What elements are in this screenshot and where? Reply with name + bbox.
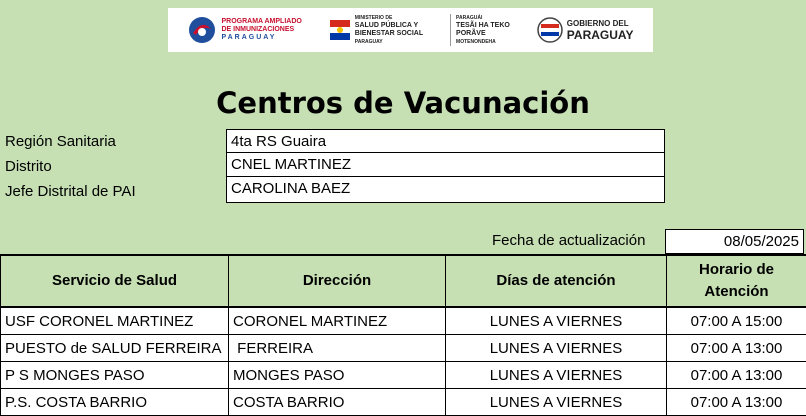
region-value[interactable]: 4ta RS Guaira bbox=[226, 129, 665, 153]
cell-horario[interactable]: 07:00 A 13:00 bbox=[667, 362, 806, 389]
cell-direccion[interactable]: FERREIRA bbox=[229, 335, 446, 362]
header-dias: Días de atención bbox=[446, 255, 667, 307]
pai-logo bbox=[187, 15, 301, 45]
cell-dias[interactable]: LUNES A VIERNES bbox=[446, 307, 667, 335]
ttp-line2: TESÃI HA TEKO bbox=[456, 22, 510, 30]
cell-direccion[interactable]: CORONEL MARTINEZ bbox=[229, 307, 446, 335]
region-label: Región Sanitaria bbox=[5, 133, 116, 150]
cell-dias[interactable]: LUNES A VIERNES bbox=[446, 362, 667, 389]
cell-dias[interactable]: LUNES A VIERNES bbox=[446, 389, 667, 416]
header-servicio: Servicio de Salud bbox=[1, 255, 229, 307]
ttp-line1: PARAGUÁI bbox=[456, 14, 510, 22]
ttp-line4: MOTENONDEHA bbox=[456, 38, 510, 46]
fecha-label: Fecha de actualización bbox=[492, 232, 645, 249]
jefe-value[interactable]: CAROLINA BAEZ bbox=[226, 177, 665, 203]
header-horario: Horario de Atención bbox=[667, 255, 806, 307]
cell-horario[interactable]: 07:00 A 15:00 bbox=[667, 307, 806, 335]
cell-servicio[interactable]: PUESTO de SALUD FERREIRA bbox=[1, 335, 229, 362]
gobierno-seal-icon bbox=[537, 17, 563, 43]
cell-direccion[interactable]: MONGES PASO bbox=[229, 362, 446, 389]
cell-horario[interactable]: 07:00 A 13:00 bbox=[667, 335, 806, 362]
distrito-label: Distrito bbox=[5, 158, 52, 175]
jefe-label: Jefe Distrital de PAI bbox=[5, 183, 136, 200]
msp-line1: MINISTERIO DE bbox=[355, 14, 423, 22]
table-row bbox=[1, 362, 806, 389]
pai-line1: PROGRAMA AMPLIADO bbox=[221, 18, 301, 26]
pai-line3: PARAGUAY bbox=[221, 34, 301, 42]
tesai-logo bbox=[450, 14, 510, 46]
ttp-line3: PORÃVE bbox=[456, 30, 510, 38]
cell-servicio[interactable]: P.S. COSTA BARRIO bbox=[1, 389, 229, 416]
logo-banner bbox=[168, 8, 653, 52]
cell-horario[interactable]: 07:00 A 13:00 bbox=[667, 389, 806, 416]
msp-line3: BIENESTAR SOCIAL bbox=[355, 30, 423, 38]
msp-line4: PARAGUAY bbox=[355, 38, 423, 46]
gob-line2: PARAGUAY bbox=[567, 29, 634, 41]
distrito-value[interactable]: CNEL MARTINEZ bbox=[226, 153, 665, 177]
gobierno-logo bbox=[537, 17, 634, 43]
table-row bbox=[1, 335, 806, 362]
table-row bbox=[1, 389, 806, 416]
paraguay-seal-icon bbox=[329, 19, 351, 41]
cell-servicio[interactable]: USF CORONEL MARTINEZ bbox=[1, 307, 229, 335]
cell-direccion[interactable]: COSTA BARRIO bbox=[229, 389, 446, 416]
msp-logo bbox=[329, 14, 423, 46]
gob-line1: GOBIERNO DEL bbox=[567, 19, 634, 29]
page-title: Centros de Vacunación bbox=[0, 86, 806, 120]
fecha-value[interactable]: 08/05/2025 bbox=[665, 229, 804, 254]
cell-dias[interactable]: LUNES A VIERNES bbox=[446, 335, 667, 362]
pai-line2: DE INMUNIZACIONES bbox=[221, 26, 301, 34]
header-direccion: Dirección bbox=[229, 255, 446, 307]
vaccination-centers-table bbox=[0, 254, 806, 416]
msp-line2: SALUD PÚBLICA Y bbox=[355, 22, 423, 30]
table-row bbox=[1, 307, 806, 335]
pai-emblem-icon bbox=[187, 15, 217, 45]
table-header-row bbox=[1, 255, 806, 307]
cell-servicio[interactable]: P S MONGES PASO bbox=[1, 362, 229, 389]
